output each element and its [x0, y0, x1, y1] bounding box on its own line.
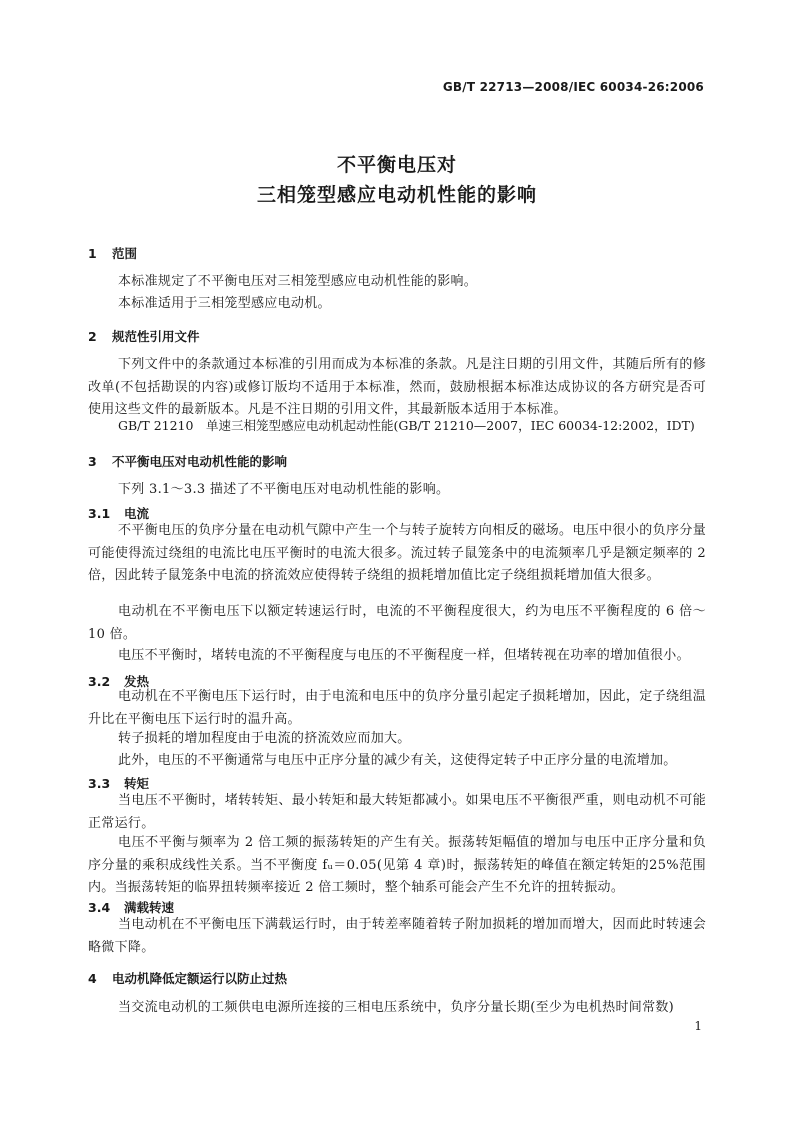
document-title-line1: 不平衡电压对	[336, 154, 457, 176]
section-number: 3	[88, 454, 97, 469]
paragraph: 本标准规定了不平衡电压对三相笼型感应电动机性能的影响。	[118, 274, 478, 289]
paragraph: 电压不平衡时，堵转电流的不平衡程度与电压的不平衡程度一样，但堵转视在功率的增加值很小。	[118, 648, 690, 663]
paragraph: 当电动机在不平衡电压下满载运行时，由于转差率随着转子附加损耗的增加而增大，因而此时转速会略微下降。	[88, 917, 706, 955]
subsection-number: 3.2	[88, 674, 111, 689]
paragraph: 转子损耗的增加程度由于电流的挤流效应而加大。	[118, 731, 411, 746]
paragraph: 电动机在不平衡电压下以额定转速运行时，电流的不平衡程度很大，约为电压不平衡程度的 6 倍～10 倍。	[88, 604, 706, 642]
section-4-heading	[88, 969, 287, 987]
paragraph: 本标准适用于三相笼型感应电动机。	[118, 296, 331, 311]
subsection-title: 发热	[124, 674, 150, 689]
section-title: 电动机降低定额运行以防止过热	[112, 971, 288, 986]
paragraph: 此外，电压的不平衡通常与电压中正序分量的减少有关，这使得定转子中正序分量的电流增加。	[118, 753, 677, 768]
subsection-title: 转矩	[124, 776, 150, 791]
document-title-line2: 三相笼型感应电动机性能的影响	[256, 184, 537, 206]
paragraph: 电动机在不平衡电压下运行时，由于电流和电压中的负序分量引起定子损耗增加，因此，定子绕组温升比在平衡电压下运行时的温升高。	[88, 689, 706, 727]
section-number: 1	[88, 246, 97, 261]
section-number: 4	[88, 971, 97, 986]
standard-code: GB/T 22713—2008/IEC 60034-26:2006	[442, 80, 704, 94]
paragraph: 当交流电动机的工频供电电源所连接的三相电压系统中，负序分量长期(至少为电机热时间常数)	[118, 1000, 675, 1015]
subsection-number: 3.1	[88, 506, 111, 521]
subsection-title: 满载转速	[124, 900, 175, 915]
section-2-heading	[88, 327, 200, 345]
section-title: 范围	[112, 246, 138, 261]
subsection-title: 电流	[124, 506, 150, 521]
section-title: 不平衡电压对电动机性能的影响	[112, 454, 288, 469]
section-1-heading	[88, 244, 137, 262]
section-number: 2	[88, 329, 97, 344]
paragraph: 电压不平衡与频率为 2 倍工频的振荡转矩的产生有关。振荡转矩幅值的增加与电压中正序分量和负序分量的乘积成线性关系。当不平衡度 fᵤ＝0.05(见第 4 章)时，振荡转矩的峰值在额定转矩的25%范围内。当振荡转矩的临界扭转频率接近 2 倍工频时，整个轴系可能会产生不允许的扭转振动。	[88, 835, 706, 895]
paragraph: 不平衡电压的负序分量在电动机气隙中产生一个与转子旋转方向相反的磁场。电压中很小的负序分量可能使得流过绕组的电流比电压平衡时的电流大很多。流过转子鼠笼条中的电流频率几乎是额定频率的 2 倍，因此转子鼠笼条中电流的挤流效应使得转子绕组的损耗增加值比定子绕组损耗增加值大很多。	[88, 523, 706, 583]
page-number: 1	[694, 1019, 702, 1033]
paragraph: 下列文件中的条款通过本标准的引用而成为本标准的条款。凡是注日期的引用文件，其随后所有的修改单(不包括勘误的内容)或修订版均不适用于本标准，然而，鼓励根据本标准达成协议的各方研究是否可使用这些文件的最新版本。凡是不注日期的引用文件，其最新版本适用于本标准。	[88, 357, 706, 417]
paragraph: 当电压不平衡时，堵转转矩、最小转矩和最大转矩都减小。如果电压不平衡很严重，则电动机不可能正常运行。	[88, 793, 706, 831]
section-3-heading	[88, 452, 287, 470]
subsection-number: 3.4	[88, 900, 111, 915]
subsection-number: 3.3	[88, 776, 111, 791]
normative-reference: GB/T 21210 单速三相笼型感应电动机起动性能(GB/T 21210—2007，IEC 60034-12:2002，IDT)	[118, 418, 695, 433]
section-title: 规范性引用文件	[112, 329, 200, 344]
paragraph: 下列 3.1～3.3 描述了不平衡电压对电动机性能的影响。	[118, 482, 450, 497]
